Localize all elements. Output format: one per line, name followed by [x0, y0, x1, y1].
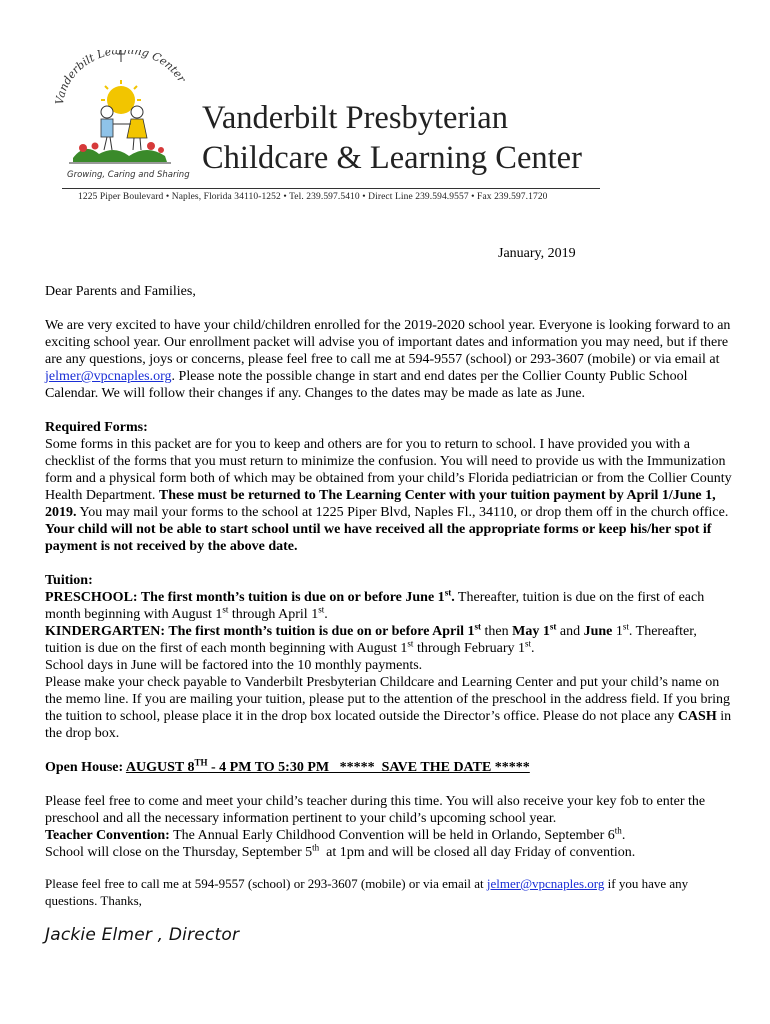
email-link[interactable]: jelmer@vpcnaples.org [45, 369, 172, 384]
school-logo [55, 50, 195, 185]
open-house-line: Open House: AUGUST 8TH - 4 PM TO 5:30 PM ***** SAVE THE DATE ***** [45, 757, 530, 775]
salutation: Dear Parents and Families, [45, 284, 196, 299]
header-divider [62, 188, 600, 189]
school-closure-line: School will close on the Thursday, September 5th at 1pm and will be closed all day Friday of convention. [45, 842, 636, 860]
preschool-tuition: PRESCHOOL: The first month’s tuition is due on or before June 1st. Thereafter, tuition is due on the first of each month beginning with August 1st through April 1st. [45, 587, 705, 622]
organization-name [202, 98, 582, 178]
tuition-heading: Tuition: [45, 573, 93, 588]
signature: Jackie Elmer , Director [45, 925, 240, 945]
closing-email-link[interactable]: jelmer@vpcnaples.org [486, 876, 605, 891]
check-instructions: Please make your check payable to Vanderbilt Presbyterian Childcare and Learning Center and put your child’s name on the memo line. If you are mailing your tuition, please put to the attention of the preschool in the address field. If you bring the tuition to school, please place it in the drop box located outside the Director’s office. Please do not place any CASH in the drop box. [45, 675, 732, 741]
teacher-convention-line: Teacher Convention: The Annual Early Childhood Convention will be held in Orlando, September 6th. [45, 825, 626, 843]
june-days-note: School days in June will be factored into the 10 monthly payments. [45, 658, 423, 673]
logo-tagline: Growing, Caring and Sharing [67, 170, 190, 180]
logo-arc-text: anderbilt Lear ing Center [55, 50, 189, 99]
kindergarten-tuition: KINDERGARTEN: The first month’s tuition is due on or before April 1st then May 1st and June 1st. Thereafter, tuition is due on the first of each month beginning with August 1st through February 1st. [45, 621, 697, 656]
required-forms-paragraph: Some forms in this packet are for you to keep and others are for you to return to school. I have provided you with a checklist of the forms that you must return to minimize the confusion. You will need to provide us with the Immunization form and a physical form both of which may be obtained from your child’s Florida pediatrician or from the Collier County Health Department. These must be returned to The Learning Center with your tuition payment by April 1/June 1, 2019. You may mail your forms to the school at 1225 Piper Blvd, Naples Fl., 34110, or drop them off in the church office. Your child will not be able to start school until we have received all the appropriate forms or keep his/her spot if payment is not received by the above date. [45, 437, 732, 554]
org-name-line1: Vanderbilt Presbyterian [202, 100, 508, 136]
closing-paragraph: Please feel free to call me at 594-9557 (school) or 293-3607 (mobile) or via email at jelmer@vpcnaples.org if you have any questions. Thanks, [45, 876, 689, 908]
intro-paragraph: We are very excited to have your child/children enrolled for the 2019-2020 school year. Everyone is looking forward to an exciting school year. Our enrollment packet will advise you of important dates and information you may need, but if there are any questions, joys or concerns, please feel free to call me at 594-9557 (school) or 293-3607 (mobile) or via email at jelmer@vpcnaples.org. Please note the possible change in start and end dates per the Collier County Public School Calendar. We will follow their changes if any. Changes to the dates may be made as late as June. [45, 318, 731, 401]
meet-teacher-paragraph: Please feel free to come and meet your child’s teacher during this time. You will also receive your key fob to enter the preschool and all the necessary information pertinent to your child’s upcoming school year. [45, 794, 706, 826]
contact-address-line: 1225 Piper Boulevard • Naples, Florida 34110-1252 • Tel. 239.597.5410 • Direct Line 239.594.9557 • Fax 239.597.1720 [78, 192, 548, 202]
org-name-line2: Childcare & Learning Center [202, 140, 582, 176]
logo-graphic [55, 50, 195, 185]
required-forms-heading: Required Forms: [45, 420, 148, 435]
letter-date: January, 2019 [498, 246, 576, 261]
letter-body [45, 283, 735, 909]
